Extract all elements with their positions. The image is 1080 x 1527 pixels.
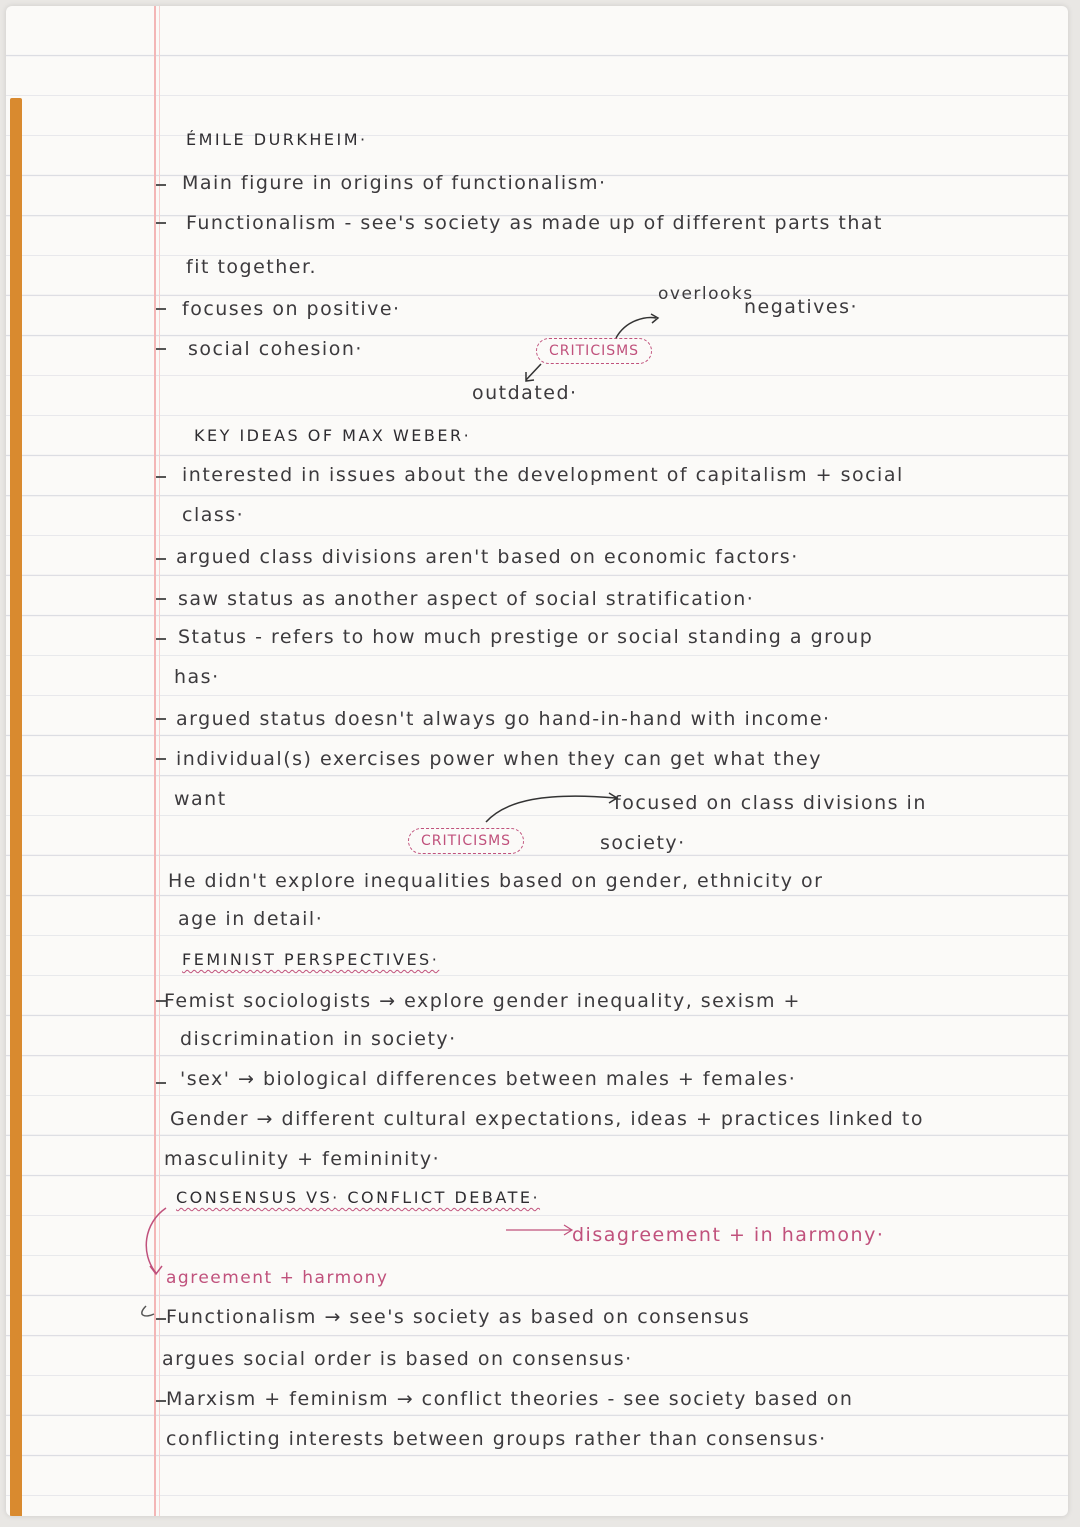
annotation-arrow [476, 782, 626, 832]
notebook-page [6, 6, 1068, 1516]
bullet-dash [156, 184, 166, 186]
note-line: Marxism + feminism → conflict theories - see society based on [166, 1388, 854, 1410]
annotation-negatives: negatives· [744, 296, 859, 318]
annotation-disagreement: disagreement + in harmony· [572, 1224, 885, 1246]
bullet-dash [156, 718, 166, 720]
annotation-overlooks: overlooks [658, 284, 754, 304]
weber-heading: KEY IDEAS OF MAX WEBER· [194, 426, 472, 445]
annotation-outdated: outdated· [472, 382, 578, 404]
notebook-binding-tab [10, 98, 22, 1516]
note-line: Functionalism → see's society as based on consensus [166, 1306, 751, 1328]
note-line: 'sex' → biological differences between males + females· [180, 1068, 797, 1090]
criticisms-bubble: CRITICISMS [408, 828, 524, 854]
bracket-arrows [126, 1198, 586, 1318]
bullet-dash [156, 222, 166, 224]
note-line: saw status as another aspect of social stratification· [178, 588, 755, 610]
criticisms-bubble: CRITICISMS [536, 338, 652, 364]
annotation-arrows [506, 306, 666, 386]
note-line: Gender → different cultural expectations, ideas + practices linked to [170, 1108, 924, 1130]
note-line: interested in issues about the development of capitalism + social [182, 464, 904, 486]
annotation-society: society· [600, 832, 686, 854]
annotation-agreement: agreement + harmony [166, 1268, 389, 1288]
note-line: fit together. [186, 256, 318, 278]
note-line: conflicting interests between groups rather than consensus· [166, 1428, 827, 1450]
bullet-dash [156, 598, 166, 600]
note-line: individual(s) exercises power when they can get what they [176, 748, 822, 770]
note-line: has· [174, 666, 220, 688]
bullet-dash [156, 1400, 166, 1402]
note-line: argued status doesn't always go hand-in-hand with income· [176, 708, 831, 730]
bullet-dash [156, 348, 166, 350]
note-line: focuses on positive· [182, 298, 401, 320]
feminist-heading: FEMINIST PERSPECTIVES· [182, 950, 440, 969]
bullet-dash [156, 758, 166, 760]
note-line: class· [182, 504, 245, 526]
note-line: masculinity + femininity· [164, 1148, 441, 1170]
note-line: want [174, 788, 227, 810]
bullet-dash [156, 558, 166, 560]
bullet-dash [156, 476, 166, 478]
note-line: Femist sociologists → explore gender inequality, sexism + [164, 990, 801, 1012]
note-line: Functionalism - see's society as made up of different parts that [186, 212, 883, 234]
annotation-focused: focused on class divisions in [614, 792, 927, 814]
note-line: He didn't explore inequalities based on gender, ethnicity or [168, 870, 824, 892]
bullet-dash [156, 308, 166, 310]
durkheim-heading: ÉMILE DURKHEIM· [186, 130, 368, 149]
debate-heading: CONSENSUS VS· CONFLICT DEBATE· [176, 1188, 541, 1207]
bullet-dash [156, 638, 166, 640]
note-line: social cohesion· [188, 338, 363, 360]
bullet-dash [156, 1082, 166, 1084]
note-line: argued class divisions aren't based on economic factors· [176, 546, 799, 568]
note-line: age in detail· [178, 908, 324, 930]
note-line: Status - refers to how much prestige or social standing a group [178, 626, 874, 648]
note-line: discrimination in society· [180, 1028, 457, 1050]
note-line: Main figure in origins of functionalism· [182, 172, 607, 194]
note-line: argues social order is based on consensus· [162, 1348, 633, 1370]
bullet-dash [156, 1318, 166, 1320]
